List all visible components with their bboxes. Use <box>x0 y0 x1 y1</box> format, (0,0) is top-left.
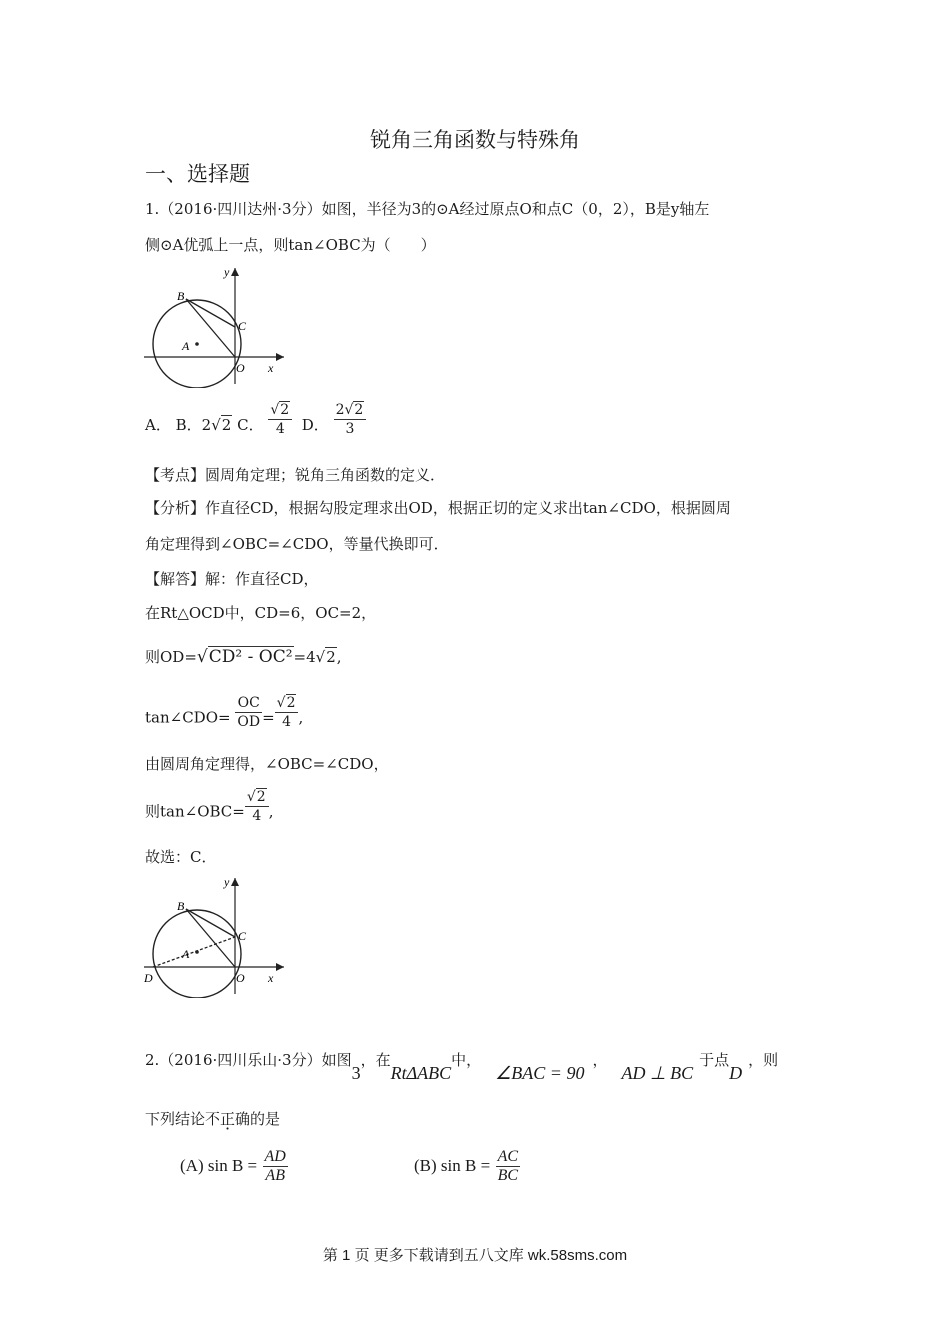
svg-text:B: B <box>177 899 185 913</box>
step-3: tan∠CDO= $\frac{OC}{OD}$ = $\frac{√2}{4}$ , <box>145 695 304 730</box>
svg-text:x: x <box>268 971 274 985</box>
q2-line2: 下列结论不正确的是 <box>145 1110 281 1128</box>
step-1: 在Rt△OCD中，CD=6，OC=2， <box>145 604 377 622</box>
q2-option-a: (A) sin B = $\frac{AD}{AB}$ <box>180 1148 286 1184</box>
option-d: D． <box>301 416 329 434</box>
option-a: A． <box>145 416 171 434</box>
sqrt-icon: √2 <box>211 416 232 434</box>
label-c: C <box>238 319 247 333</box>
section-heading: 一、选择题 <box>145 162 250 186</box>
label-a: A <box>182 339 190 353</box>
jieda: 【解答】解：作直径CD， <box>145 570 319 588</box>
step-5: 则tan∠OBC= $\frac{√2}{4}$ , <box>145 789 274 824</box>
label-x: x <box>268 361 274 375</box>
q1-solution-figure <box>142 874 288 998</box>
q1-options: A． B．2√2 C． $\frac{√2}{4}$ D． $\frac{2√2}{3}$ <box>145 414 366 438</box>
q1-line2: 侧⊙A优弧上一点，则tan∠OBC为（ ） <box>145 236 436 254</box>
q1-figure <box>142 264 288 388</box>
svg-text:C: C <box>238 929 247 943</box>
svg-text:y: y <box>224 875 230 889</box>
page-title: 锐角三角函数与特殊角 <box>370 128 580 152</box>
label-d: D <box>144 971 153 985</box>
answer: 故选：C． <box>145 848 217 866</box>
q2-line1: 2.（2016·四川乐山·3分）如图3，在RtΔABC中，∠BAC = 90，AD ⊥ BC于点D，则 <box>145 1051 779 1083</box>
fenxi-line2: 角定理得到∠OBC=∠CDO，等量代换即可． <box>145 535 449 553</box>
label-o: O <box>236 361 245 375</box>
option-c: C． <box>237 416 264 434</box>
kaodian: 【考点】圆周角定理；锐角三角函数的定义． <box>145 466 446 484</box>
label-y: y <box>224 265 230 279</box>
svg-text:O: O <box>236 971 245 985</box>
step-4: 由圆周角定理得，∠OBC=∠CDO， <box>145 755 389 773</box>
q2-option-b: (B) sin B = $\frac{AC}{BC}$ <box>414 1148 519 1184</box>
page-footer: 第 1 页 更多下载请到五八文库 wk.58sms.com <box>322 1247 628 1264</box>
label-b: B <box>177 289 185 303</box>
fenxi-line1: 【分析】作直径CD，根据勾股定理求出OD，根据正切的定义求出tan∠CDO，根据圆周 <box>145 499 731 517</box>
option-b: B． <box>175 416 202 434</box>
step-2: 则OD=√CD² - OC²=4√2, <box>145 647 342 667</box>
q1-line1: 1.（2016·四川达州·3分）如图，半径为3的⊙A经过原点O和点C（0，2），B是y轴左 <box>145 200 710 218</box>
svg-text:A: A <box>182 947 190 961</box>
